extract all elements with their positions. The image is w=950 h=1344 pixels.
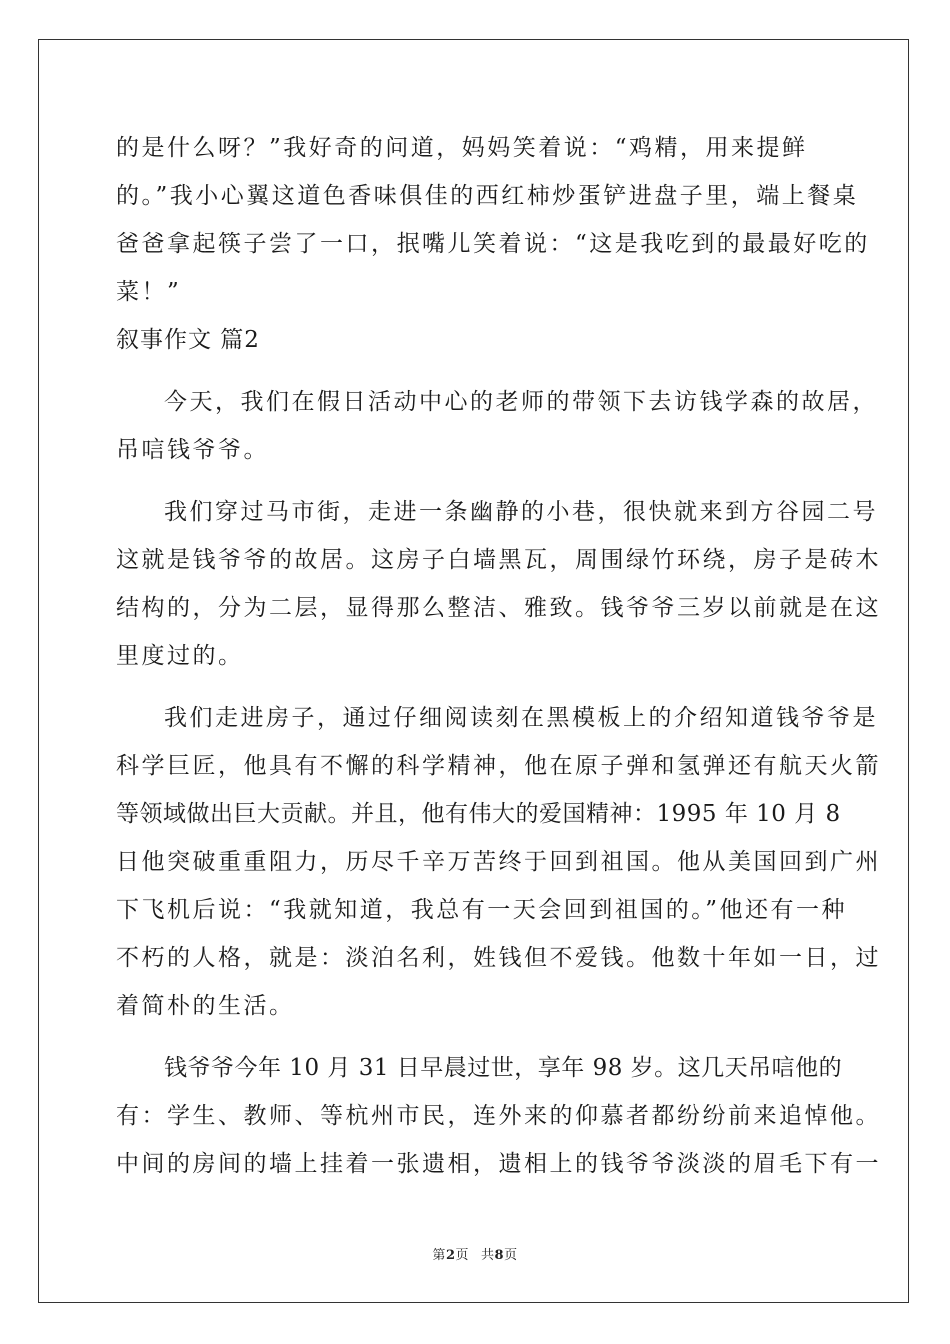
text-line: 日他突破重重阻力，历尽千辛万苦终于回到祖国。他从美国回到广州: [116, 849, 881, 875]
text-line: 我们走进房子，通过仔细阅读刻在黑模板上的介绍知道钱爷爷是: [164, 705, 878, 731]
page-prefix: 第: [432, 1248, 446, 1263]
text-line: 这就是钱爷爷的故居。这房子白墙黑瓦，周围绿竹环绕，房子是砖木: [116, 547, 881, 573]
page-current: 2: [445, 1248, 456, 1263]
text-line: 着简朴的生活。: [116, 993, 295, 1019]
text-line: 下飞机后说：“我就知道，我总有一天会回到祖国的。”他还有一种: [116, 897, 848, 923]
section-heading: 叙事作文 篇2: [116, 327, 260, 353]
total-prefix: 共: [481, 1248, 495, 1263]
text-line: 有：学生、教师、等杭州市民，连外来的仰慕者都纷纷前来追悼他。: [116, 1103, 881, 1129]
text-line: 钱爷爷今年 10 月 31 日早晨过世，享年 98 岁。这几天吊唁他的: [164, 1055, 843, 1081]
text-line: 科学巨匠，他具有不懈的科学精神，他在原子弹和氢弹还有航天火箭: [116, 753, 881, 779]
page-total: 8: [494, 1248, 505, 1263]
text-line: 中间的房间的墙上挂着一张遗相，遗相上的钱爷爷淡淡的眉毛下有一: [116, 1151, 881, 1177]
text-line: 爸爸拿起筷子尝了一口，抿嘴儿笑着说：“这是我吃到的最最好吃的: [116, 231, 870, 257]
page-footer: [0, 1244, 950, 1263]
text-line: 的是什么呀？”我好奇的问道，妈妈笑着说：“鸡精，用来提鲜: [116, 135, 808, 161]
total-suffix: 页: [504, 1248, 518, 1263]
text-line: 吊唁钱爷爷。: [116, 437, 269, 463]
document-body: [116, 124, 881, 1188]
text-line: 今天，我们在假日活动中心的老师的带领下去访钱学森的故居，: [164, 389, 878, 415]
text-line: 我们穿过马市街，走进一条幽静的小巷，很快就来到方谷园二号: [164, 499, 878, 525]
text-line: 不朽的人格，就是：淡泊名利，姓钱但不爱钱。他数十年如一日，过: [116, 945, 881, 971]
page-suffix: 页: [455, 1248, 469, 1263]
text-line: 等领域做出巨大贡献。并且，他有伟大的爱国精神：1995 年 10 月 8: [116, 801, 841, 827]
text-line: 菜！”: [116, 279, 182, 305]
text-line: 的。”我小心翼这道色香味俱佳的西红柿炒蛋铲进盘子里，端上餐桌: [116, 183, 859, 209]
text-line: 结构的，分为二层，显得那么整洁、雅致。钱爷爷三岁以前就是在这: [116, 595, 881, 621]
text-line: 里度过的。: [116, 643, 244, 669]
